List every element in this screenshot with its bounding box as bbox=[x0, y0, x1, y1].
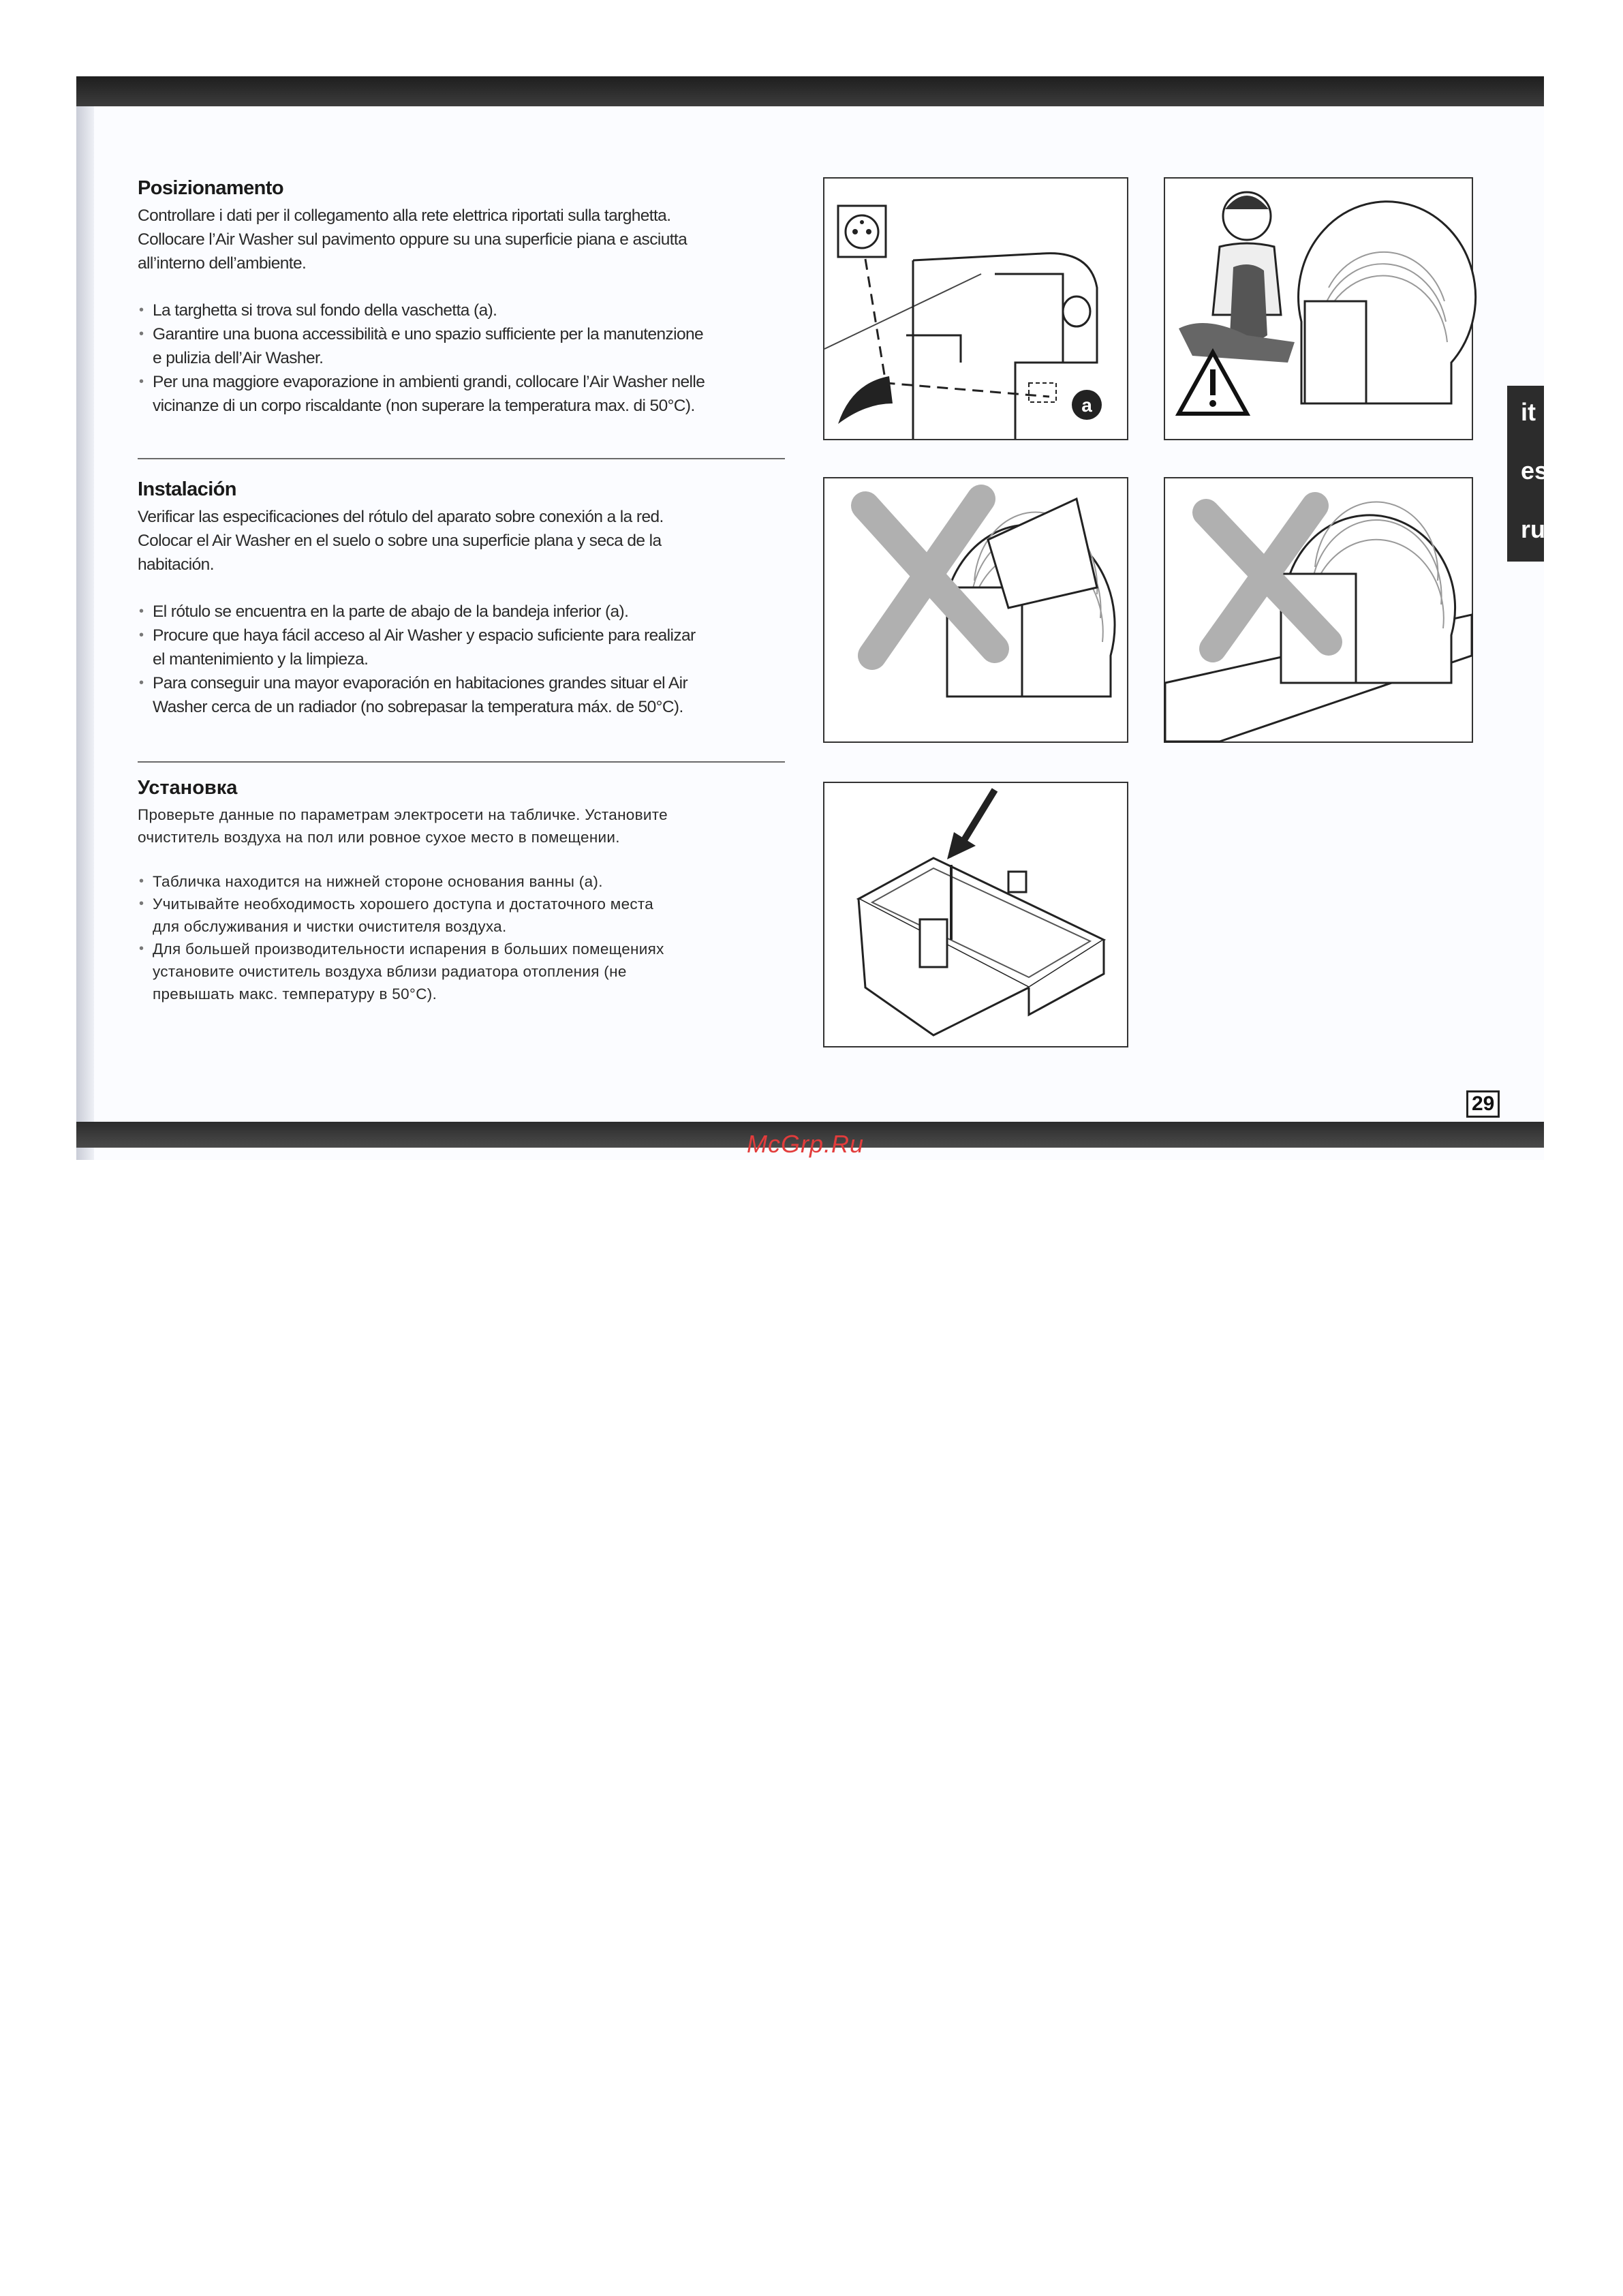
list-item bbox=[138, 322, 860, 370]
label-a-text: a bbox=[1081, 395, 1092, 416]
scanned-page bbox=[76, 76, 1549, 1160]
intro-line: all’interno dell’ambiente. bbox=[138, 254, 307, 273]
list-item bbox=[138, 624, 860, 671]
section-title: Установка bbox=[138, 777, 238, 799]
section-title: Instalación bbox=[138, 478, 236, 500]
bullet-list bbox=[138, 870, 860, 1005]
top-bar bbox=[76, 76, 1544, 106]
bullet-list bbox=[138, 299, 860, 418]
list-item-text: Табличка находится на нижней стороне основания ванны (a). bbox=[153, 873, 603, 890]
figure-tray-label bbox=[823, 782, 1128, 1047]
section-spanish bbox=[138, 478, 860, 719]
wrong-surface-illustration bbox=[824, 478, 1127, 741]
section-title: Posizionamento bbox=[138, 177, 283, 199]
section-divider bbox=[138, 761, 785, 763]
watermark: McGrp.Ru bbox=[747, 1130, 865, 1158]
language-tab-it: it bbox=[1521, 398, 1536, 426]
figure-wrong-edge bbox=[1164, 477, 1473, 743]
intro-line: Collocare l’Air Washer sul pavimento oppure su una superficie piana e asciutta bbox=[138, 230, 687, 249]
list-item-text: Для большей производительности испарения в больших помещениях bbox=[153, 940, 664, 958]
page-number: 29 bbox=[1466, 1090, 1500, 1118]
list-item-text: превышать макс. температуру в 50°C). bbox=[153, 985, 437, 1002]
list-item-text: el mantenimiento y la limpieza. bbox=[153, 650, 369, 669]
list-item-text: установите очиститель воздуха вблизи радиатора отопления (не bbox=[153, 963, 627, 980]
intro-line: Controllare i dati per il collegamento alla rete elettrica riportati sulla targhetta. bbox=[138, 206, 671, 225]
hand-icon bbox=[838, 376, 893, 424]
language-tab-ru: ru bbox=[1521, 515, 1545, 543]
list-item bbox=[138, 893, 860, 938]
list-item bbox=[138, 299, 860, 322]
list-item-text: e pulizia dell’Air Washer. bbox=[153, 349, 324, 367]
language-tabs bbox=[1507, 386, 1549, 562]
list-item-text: Para conseguir una mayor evaporación en habitaciones grandes situar el Air bbox=[153, 674, 688, 692]
list-item bbox=[138, 870, 860, 893]
list-item bbox=[138, 938, 860, 1005]
list-item-text: для обслуживания и чистки очистителя воздуха. bbox=[153, 918, 507, 935]
language-tab-es: es bbox=[1521, 457, 1549, 485]
list-item-text: Procure que haya fácil acceso al Air Washer y espacio suficiente para realizar bbox=[153, 626, 696, 645]
figure-wrong-surface bbox=[823, 477, 1128, 743]
tray-illustration bbox=[824, 783, 1127, 1046]
section-russian bbox=[138, 777, 860, 1005]
section-italian bbox=[138, 177, 860, 418]
list-item-text: vicinanze di un corpo riscaldante (non superare la temperatura max. di 50°C). bbox=[153, 397, 695, 415]
section-intro bbox=[138, 803, 860, 848]
intro-line: habitación. bbox=[138, 555, 214, 574]
list-item bbox=[138, 370, 860, 418]
intro-line: Проверьте данные по параметрам электросети на табличке. Установите bbox=[138, 806, 668, 823]
figure-socket-label bbox=[823, 177, 1128, 440]
page-shadow bbox=[76, 76, 94, 1160]
list-item bbox=[138, 600, 860, 624]
section-divider bbox=[138, 458, 785, 459]
child-warning-illustration bbox=[1165, 179, 1472, 439]
list-item-text: Garantire una buona accessibilità e uno spazio sufficiente per la manutenzione bbox=[153, 325, 704, 343]
wrong-edge-illustration bbox=[1165, 478, 1472, 741]
bullet-list bbox=[138, 600, 860, 719]
section-intro bbox=[138, 204, 860, 275]
intro-line: Colocar el Air Washer en el suelo o sobre una superficie plana y seca de la bbox=[138, 532, 662, 550]
intro-line: Verificar las especificaciones del rótulo del aparato sobre conexión a la red. bbox=[138, 508, 664, 526]
socket-illustration bbox=[824, 179, 1127, 439]
list-item-text: El rótulo se encuentra en la parte de abajo de la bandeja inferior (a). bbox=[153, 602, 629, 621]
list-item-text: Учитывайте необходимость хорошего доступа и достаточного места bbox=[153, 896, 654, 913]
list-item-text: Per una maggiore evaporazione in ambienti grandi, collocare l’Air Washer nelle bbox=[153, 373, 705, 391]
list-item-text: Washer cerca de un radiador (no sobrepasar la temperatura máx. de 50°C). bbox=[153, 698, 683, 716]
intro-line: очиститель воздуха на пол или ровное сухое место в помещении. bbox=[138, 829, 620, 846]
list-item-text: La targhetta si trova sul fondo della vaschetta (a). bbox=[153, 301, 497, 320]
list-item bbox=[138, 671, 860, 719]
figure-child-warning bbox=[1164, 177, 1473, 440]
section-intro bbox=[138, 505, 860, 577]
